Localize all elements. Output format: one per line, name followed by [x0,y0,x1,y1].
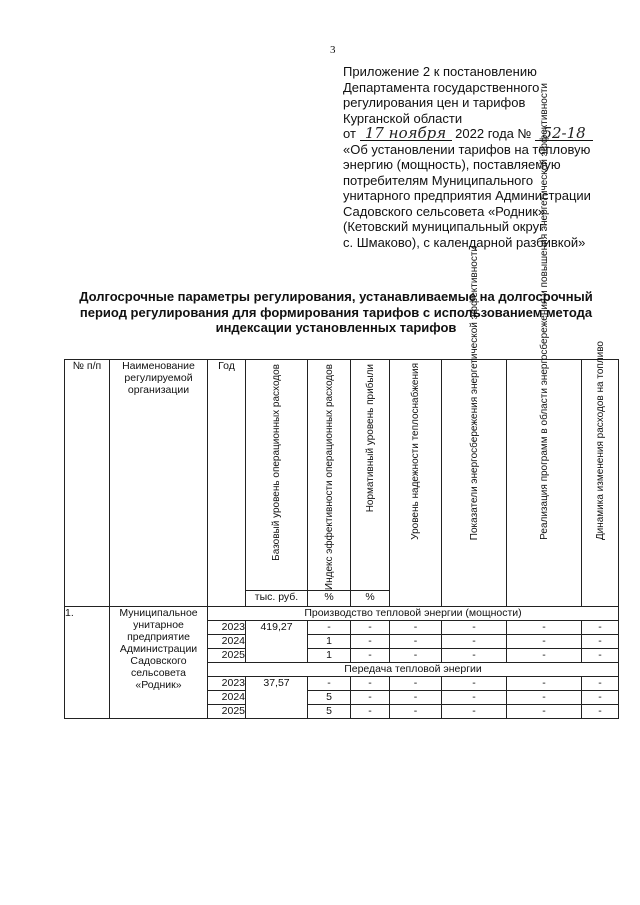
appendix-line: Курганской области [343,110,463,126]
base-value: 419,27 [246,621,308,663]
section-title-row [65,607,619,621]
section-title: Передача тепловой энергии [208,663,619,677]
profit-cell: - [351,635,390,649]
header-year: Год [208,360,246,607]
header-org: Наименование регулируемой организации [110,360,208,607]
row-number: 1. [65,607,110,719]
unit-base: тыс. руб. [246,591,308,607]
programs-cell: - [507,691,582,705]
reliability-cell: - [390,621,442,635]
index-cell: - [308,677,351,691]
year-cell: 2024 [208,691,246,705]
energy-cell: - [442,691,507,705]
year-text: 2022 года № [455,126,532,141]
programs-cell: - [507,677,582,691]
handwritten-date: 17 ноября [360,127,452,141]
energy-cell: - [442,621,507,635]
fuel-cell: - [582,621,619,635]
programs-cell: - [507,649,582,663]
subject-line: энергию (мощность), поставляемую [343,157,561,172]
subject-line: потребителям Муниципального [343,172,534,188]
page-number: 3 [330,44,336,56]
fuel-cell: - [582,649,619,663]
year-cell: 2023 [208,677,246,691]
heading-line: период регулирования для формирования тарифов с использованием метода [79,304,593,320]
profit-cell: - [351,677,390,691]
energy-cell: - [442,649,507,663]
profit-cell: - [351,691,390,705]
programs-cell: - [507,635,582,649]
appendix-line: Департамента государственного [343,79,540,95]
energy-cell: - [442,635,507,649]
energy-cell: - [442,677,507,691]
header-reliability-label: Уровень надежности теплоснабжения [410,363,421,540]
header-programs-label: Реализация программ в области энергосбережения и повышения энергетической эффективности [538,83,550,540]
section-title: Производство тепловой энергии (мощности) [208,607,619,621]
programs-cell: - [507,621,582,635]
header-energy [442,245,507,607]
subject-line: (Кетовский муниципальный округ: [343,219,548,234]
header-base [246,360,308,591]
year-cell: 2025 [208,705,246,719]
index-cell: 1 [308,635,351,649]
fuel-cell: - [582,691,619,705]
appendix-line: Приложение 2 к постановлению [343,64,537,79]
document-heading [60,289,612,336]
org-name: Муниципальное унитарное предприятие Администрации Садовского сельсовета «Родник» [110,607,208,719]
header-profit-label: Нормативный уровень прибыли [364,364,376,513]
header-base-label: Базовый уровень операционных расходов [271,364,282,561]
handwritten-number: 52-18 [535,127,593,141]
header-profit [351,360,390,591]
fuel-cell: - [582,635,619,649]
profit-cell: - [351,705,390,719]
unit-index: % [308,591,351,607]
header-index [308,360,351,591]
year-cell: 2025 [208,649,246,663]
reliability-cell: - [390,677,442,691]
fuel-cell: - [582,677,619,691]
header-energy-label: Показатели энергосбережения энергетической эффективности [468,245,480,540]
appendix-block [343,64,633,250]
reliability-cell: - [390,705,442,719]
appendix-line: регулирования цен и тарифов [343,95,526,110]
reliability-cell: - [390,691,442,705]
heading-line: индексации установленных тарифов [215,320,457,335]
index-cell: - [308,621,351,635]
reliability-cell: - [390,635,442,649]
energy-cell: - [442,705,507,719]
year-cell: 2023 [208,621,246,635]
subject-line: Садовского сельсовета «Родник» [343,203,546,219]
base-value: 37,57 [246,677,308,719]
header-reliability [390,360,442,607]
header-num: № п/п [65,360,110,607]
header-fuel-label: Динамика изменения расходов на топливо [594,340,606,540]
subject-line: «Об установлении тарифов на тепловую [343,141,591,157]
subject-line: унитарного предприятия Администрации [343,188,591,203]
header-index-label: Индекс эффективности операционных расходов [323,364,335,591]
heading-line: Долгосрочные параметры регулирования, устанавливаемые на долгосрочный [79,289,593,304]
year-cell: 2024 [208,635,246,649]
header-fuel [582,340,619,607]
profit-cell: - [351,621,390,635]
index-cell: 5 [308,691,351,705]
header-row [65,360,619,591]
unit-profit: % [351,591,390,607]
index-cell: 5 [308,705,351,719]
date-prefix: от [343,126,356,141]
fuel-cell: - [582,705,619,719]
index-cell: 1 [308,649,351,663]
subject-line: с. Шмаково), с календарной разбивкой» [343,234,586,250]
appendix-date-line [343,126,633,142]
reliability-cell: - [390,649,442,663]
programs-cell: - [507,705,582,719]
profit-cell: - [351,649,390,663]
